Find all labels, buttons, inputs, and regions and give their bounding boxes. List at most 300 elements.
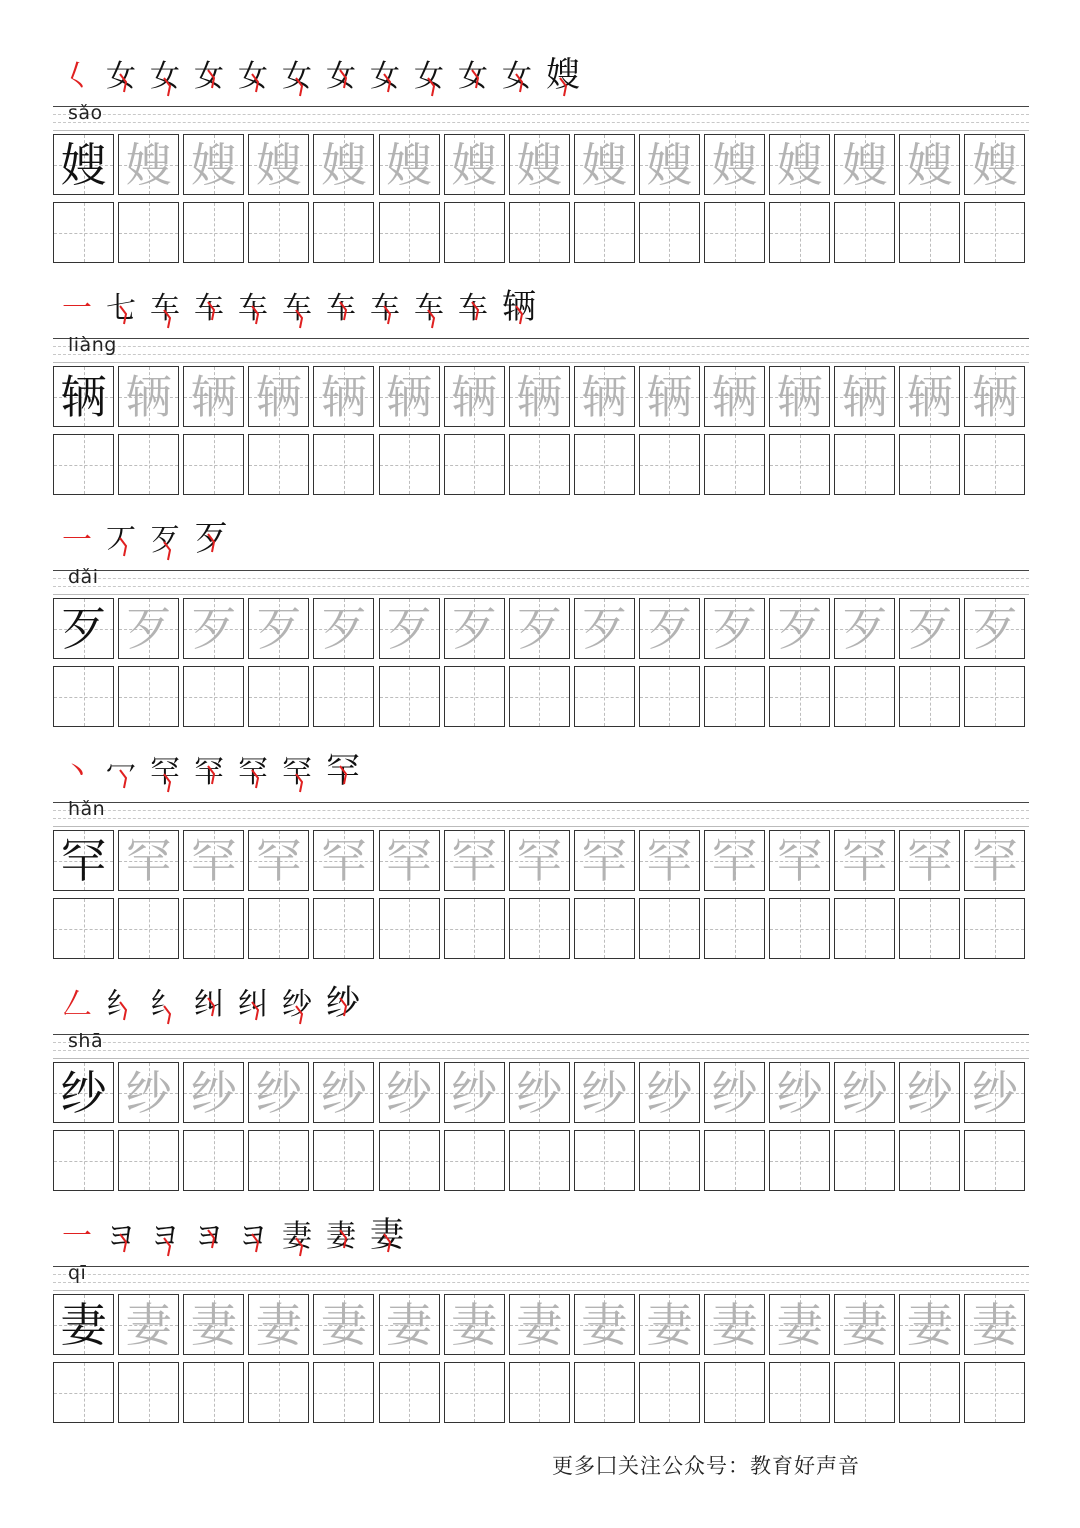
practice-cell[interactable] [574,1362,635,1423]
practice-cell[interactable] [574,666,635,727]
stroke-step-glyph: 七 [106,291,136,326]
trace-character: 罕 [386,833,432,888]
trace-character: 歹 [255,601,302,656]
ruled-line [53,586,1029,587]
trace-character: 纱 [386,1065,432,1120]
practice-cell[interactable] [899,1130,960,1191]
stroke-step-glyph: 纟 [150,987,180,1022]
stroke-step-glyph: 辆 [502,287,536,327]
trace-cell [769,366,830,427]
trace-cell [574,1294,635,1355]
stroke-step-glyph: 丆 [106,523,136,558]
trace-character: 辆 [190,369,237,424]
trace-cell [118,366,179,427]
model-cell [53,830,114,891]
trace-character: 罕 [776,833,823,888]
stroke-step-glyph: 女 [414,59,444,94]
trace-cell [834,366,895,427]
practice-cell[interactable] [379,434,440,495]
trace-cell [574,830,635,891]
practice-cell[interactable] [313,666,374,727]
practice-cell[interactable] [118,202,179,263]
trace-character: 纱 [971,1065,1018,1120]
trace-character: 妻 [906,1297,953,1352]
practice-cell[interactable] [834,202,895,263]
practice-cell[interactable] [834,1130,895,1191]
trace-character: 妻 [841,1297,888,1352]
trace-cell [118,1294,179,1355]
trace-cell [964,830,1025,891]
stroke-step-glyph: 一 [62,291,92,326]
model-cell [53,1062,114,1123]
practice-cell[interactable] [379,1130,440,1191]
trace-cell [964,1294,1025,1355]
trace-character: 纱 [581,1065,628,1120]
trace-character: 罕 [320,833,367,888]
trace-cell [639,366,700,427]
stroke-step-glyph: 女 [106,59,136,94]
practice-cell[interactable] [964,666,1025,727]
pinyin-label: liàng [68,334,117,356]
model-character: 罕 [60,833,107,888]
trace-character: 妻 [516,1297,563,1352]
practice-cell[interactable] [53,1362,114,1423]
stroke-step-glyph: 丶 [62,755,92,790]
trace-cell [248,1062,309,1123]
practice-cell[interactable] [509,202,570,263]
trace-character: 妻 [255,1297,302,1352]
stroke-step-glyph: 车 [370,291,400,326]
stroke-step-glyph: 歹 [194,519,228,559]
practice-cell[interactable] [183,434,244,495]
practice-cell[interactable] [574,898,635,959]
character-block [0,748,1080,980]
trace-cell [248,366,309,427]
trace-character: 辆 [646,369,693,424]
practice-cell[interactable] [444,202,505,263]
model-character: 纱 [60,1065,107,1120]
trace-character: 罕 [711,833,758,888]
trace-cell [704,1062,765,1123]
trace-character: 歹 [906,601,953,656]
trace-character: 罕 [190,833,237,888]
practice-cell[interactable] [769,1362,830,1423]
practice-cell[interactable] [899,898,960,959]
practice-cell[interactable] [183,666,244,727]
practice-cell[interactable] [834,898,895,959]
trace-character: 辆 [516,369,563,424]
stroke-step-glyph: 车 [458,291,488,326]
trace-character: 嫂 [320,137,367,192]
trace-character: 歹 [971,601,1018,656]
trace-character: 嫂 [776,137,823,192]
stroke-step-glyph: 一 [62,523,92,558]
practice-cell[interactable] [444,898,505,959]
practice-cell[interactable] [639,434,700,495]
practice-cell[interactable] [639,1362,700,1423]
pinyin-ruled-lines [53,1266,1029,1290]
stroke-step-glyph: 女 [326,59,356,94]
trace-character: 纱 [190,1065,237,1120]
practice-cell[interactable] [118,666,179,727]
trace-character: 妻 [125,1297,172,1352]
practice-cell[interactable] [53,434,114,495]
trace-cell [444,366,505,427]
trace-cell [248,1294,309,1355]
trace-cell [444,598,505,659]
stroke-step-glyph: 歹 [150,523,180,558]
stroke-step-glyph: ヨ [150,1219,180,1254]
trace-character: 罕 [646,833,693,888]
stroke-step-glyph: 车 [414,291,444,326]
trace-cell [834,1062,895,1123]
ruled-line [53,106,1029,107]
trace-character: 歹 [386,601,432,656]
stroke-step-glyph: 𡿨 [62,59,92,94]
practice-cell[interactable] [444,434,505,495]
trace-cell [834,134,895,195]
trace-cell [964,366,1025,427]
stroke-step-glyph: ヨ [194,1219,224,1254]
trace-cell [183,366,244,427]
practice-cell[interactable] [639,202,700,263]
trace-cell [704,366,765,427]
trace-character: 妻 [581,1297,628,1352]
trace-character: 辆 [320,369,367,424]
trace-cell [313,366,374,427]
trace-cell [574,366,635,427]
practice-cell[interactable] [53,1130,114,1191]
stroke-order-svg [52,748,612,798]
trace-cell [444,1294,505,1355]
trace-cell [704,134,765,195]
trace-cell [313,830,374,891]
trace-cell [704,830,765,891]
ruled-line [53,594,1029,595]
practice-cell[interactable] [313,898,374,959]
practice-cell[interactable] [964,434,1025,495]
trace-cell [379,134,440,195]
trace-character: 妻 [190,1297,237,1352]
practice-cell[interactable] [118,434,179,495]
trace-cell [509,830,570,891]
practice-cell[interactable] [509,666,570,727]
stroke-step-glyph: 女 [502,59,532,94]
ruled-line [53,1058,1029,1059]
stroke-order-svg [52,52,612,102]
trace-cell [183,830,244,891]
model-character: 辆 [60,369,107,424]
practice-cell[interactable] [183,202,244,263]
trace-character: 纱 [255,1065,302,1120]
practice-cell[interactable] [248,1362,309,1423]
practice-cell[interactable] [704,898,765,959]
practice-cell[interactable] [118,1362,179,1423]
trace-cell [183,598,244,659]
trace-cell [899,598,960,659]
practice-cell[interactable] [509,434,570,495]
stroke-step-glyph: 女 [370,59,400,94]
model-cell [53,598,114,659]
stroke-step-glyph: 纟 [106,987,136,1022]
trace-character: 歹 [776,601,823,656]
trace-character: 歹 [841,601,888,656]
practice-cell[interactable] [899,1362,960,1423]
practice-cell[interactable] [899,202,960,263]
ruled-line [53,1266,1029,1267]
trace-cell [379,366,440,427]
stroke-step-glyph: 女 [238,59,268,94]
trace-character: 辆 [971,369,1018,424]
stroke-order-svg [52,980,612,1030]
trace-cell [899,1062,960,1123]
pinyin-ruled-lines [53,1034,1029,1058]
trace-cell [248,598,309,659]
trace-cell [964,1062,1025,1123]
trace-cell [183,1294,244,1355]
trace-character: 纱 [646,1065,693,1120]
trace-character: 歹 [320,601,367,656]
trace-cell [574,1062,635,1123]
practice-cell[interactable] [379,898,440,959]
practice-cell[interactable] [379,666,440,727]
trace-cell [248,830,309,891]
trace-character: 辆 [906,369,953,424]
character-block [0,1212,1080,1444]
trace-character: 辆 [711,369,758,424]
trace-character: 辆 [125,369,172,424]
model-cell [53,1294,114,1355]
pinyin-label: dǎi [68,566,99,588]
pinyin-ruled-lines [53,802,1029,826]
practice-cell[interactable] [964,1362,1025,1423]
stroke-step-glyph: 女 [458,59,488,94]
trace-character: 嫂 [190,137,237,192]
trace-cell [834,598,895,659]
practice-cell[interactable] [444,1362,505,1423]
practice-cell[interactable] [183,898,244,959]
practice-cell[interactable] [769,1130,830,1191]
stroke-step-glyph: 车 [150,291,180,326]
stroke-step-glyph: 一 [62,1219,92,1254]
trace-character: 妻 [646,1297,693,1352]
trace-character: 妻 [451,1297,498,1352]
practice-cell[interactable] [509,898,570,959]
practice-cell[interactable] [313,1362,374,1423]
practice-cell[interactable] [53,666,114,727]
trace-cell [704,1294,765,1355]
trace-character: 罕 [581,833,628,888]
trace-character: 罕 [125,833,172,888]
trace-cell [639,1062,700,1123]
ruled-line [53,810,1029,811]
ruled-line [53,122,1029,123]
practice-cell[interactable] [899,666,960,727]
practice-cell[interactable] [444,1130,505,1191]
practice-cell[interactable] [769,898,830,959]
practice-cell[interactable] [704,1362,765,1423]
stroke-step-glyph: 纠 [238,987,268,1022]
stroke-step-glyph: 女 [282,59,312,94]
ruled-line [53,802,1029,803]
stroke-step-glyph: 女 [150,59,180,94]
practice-cell[interactable] [183,1362,244,1423]
practice-cell[interactable] [964,1130,1025,1191]
practice-cell[interactable] [769,666,830,727]
practice-cell[interactable] [704,1130,765,1191]
trace-character: 辆 [255,369,302,424]
trace-character: 纱 [906,1065,953,1120]
practice-cell[interactable] [53,898,114,959]
practice-cell[interactable] [834,1362,895,1423]
practice-cell[interactable] [313,1130,374,1191]
ruled-line [53,354,1029,355]
trace-character: 辆 [776,369,823,424]
practice-cell[interactable] [313,434,374,495]
ruled-line [53,346,1029,347]
stroke-step-glyph: 冖 [106,755,136,790]
practice-cell[interactable] [248,666,309,727]
model-cell [53,366,114,427]
trace-cell [509,366,570,427]
trace-character: 嫂 [255,137,302,192]
trace-cell [183,1062,244,1123]
stroke-step-glyph: ヨ [238,1219,268,1254]
trace-character: 嫂 [711,137,758,192]
practice-cell[interactable] [574,434,635,495]
trace-character: 歹 [581,601,628,656]
trace-character: 纱 [776,1065,823,1120]
trace-cell [769,598,830,659]
practice-cell[interactable] [248,202,309,263]
trace-character: 嫂 [516,137,563,192]
trace-cell [899,1294,960,1355]
footer-text: 更多囗关注公众号：教育好声音 [552,1454,860,1478]
practice-cell[interactable] [118,1130,179,1191]
trace-character: 歹 [711,601,758,656]
pinyin-label: qī [68,1262,87,1284]
practice-cell[interactable] [53,202,114,263]
practice-cell[interactable] [248,1130,309,1191]
ruled-line [53,826,1029,827]
pinyin-ruled-lines [53,106,1029,130]
trace-character: 歹 [125,601,172,656]
practice-cell[interactable] [704,666,765,727]
practice-cell[interactable] [574,1130,635,1191]
practice-cell[interactable] [639,898,700,959]
trace-character: 辆 [386,369,432,424]
practice-cell[interactable] [834,434,895,495]
model-character: 妻 [60,1297,107,1352]
practice-cell[interactable] [834,666,895,727]
stroke-step-glyph: 妻 [326,1219,356,1254]
practice-cell[interactable] [704,202,765,263]
stroke-step-glyph: 车 [282,291,312,326]
practice-cell[interactable] [313,202,374,263]
practice-cell[interactable] [444,666,505,727]
stroke-step-glyph: 车 [326,291,356,326]
trace-character: 罕 [841,833,888,888]
practice-cell[interactable] [704,434,765,495]
practice-cell[interactable] [769,202,830,263]
pinyin-ruled-lines [53,338,1029,362]
trace-cell [118,830,179,891]
stroke-step-glyph: 车 [238,291,268,326]
trace-cell [509,1062,570,1123]
trace-character: 嫂 [971,137,1018,192]
trace-cell [444,1062,505,1123]
trace-character: 嫂 [581,137,628,192]
trace-character: 嫂 [906,137,953,192]
trace-character: 纱 [516,1065,563,1120]
practice-cell[interactable] [248,434,309,495]
trace-cell [509,134,570,195]
trace-cell [313,598,374,659]
trace-cell [509,598,570,659]
trace-cell [313,1294,374,1355]
trace-cell [118,1062,179,1123]
practice-cell[interactable] [509,1362,570,1423]
practice-cell[interactable] [769,434,830,495]
practice-cell[interactable] [118,898,179,959]
practice-cell[interactable] [899,434,960,495]
trace-character: 纱 [320,1065,367,1120]
stroke-step-glyph: 𠃋 [62,987,92,1022]
trace-character: 辆 [841,369,888,424]
ruled-line [53,1034,1029,1035]
trace-character: 嫂 [841,137,888,192]
character-block [0,516,1080,748]
stroke-order-svg [52,284,612,334]
practice-cell[interactable] [964,898,1025,959]
stroke-step-glyph: 女 [194,59,224,94]
ruled-line [53,818,1029,819]
trace-cell [899,366,960,427]
trace-cell [639,830,700,891]
model-cell [53,134,114,195]
trace-cell [313,134,374,195]
practice-cell[interactable] [964,202,1025,263]
practice-cell[interactable] [639,1130,700,1191]
practice-cell[interactable] [248,898,309,959]
trace-character: 歹 [190,601,237,656]
practice-cell[interactable] [379,202,440,263]
trace-character: 妻 [971,1297,1018,1352]
trace-character: 嫂 [386,137,432,192]
trace-cell [964,598,1025,659]
trace-character: 歹 [646,601,693,656]
trace-cell [769,830,830,891]
stroke-order-svg [52,1212,612,1262]
trace-character: 辆 [581,369,628,424]
trace-cell [704,598,765,659]
practice-cell[interactable] [379,1362,440,1423]
trace-character: 纱 [451,1065,498,1120]
stroke-step-glyph: 妻 [282,1219,312,1254]
ruled-line [53,578,1029,579]
stroke-step-glyph: 嫂 [546,55,580,95]
practice-cell[interactable] [183,1130,244,1191]
practice-cell[interactable] [574,202,635,263]
character-block [0,52,1080,284]
practice-cell[interactable] [639,666,700,727]
practice-cell[interactable] [509,1130,570,1191]
stroke-step-glyph: 纱 [326,983,360,1023]
trace-character: 辆 [451,369,498,424]
pinyin-label: shā [68,1030,104,1052]
trace-cell [444,134,505,195]
model-character: 嫂 [60,137,107,192]
